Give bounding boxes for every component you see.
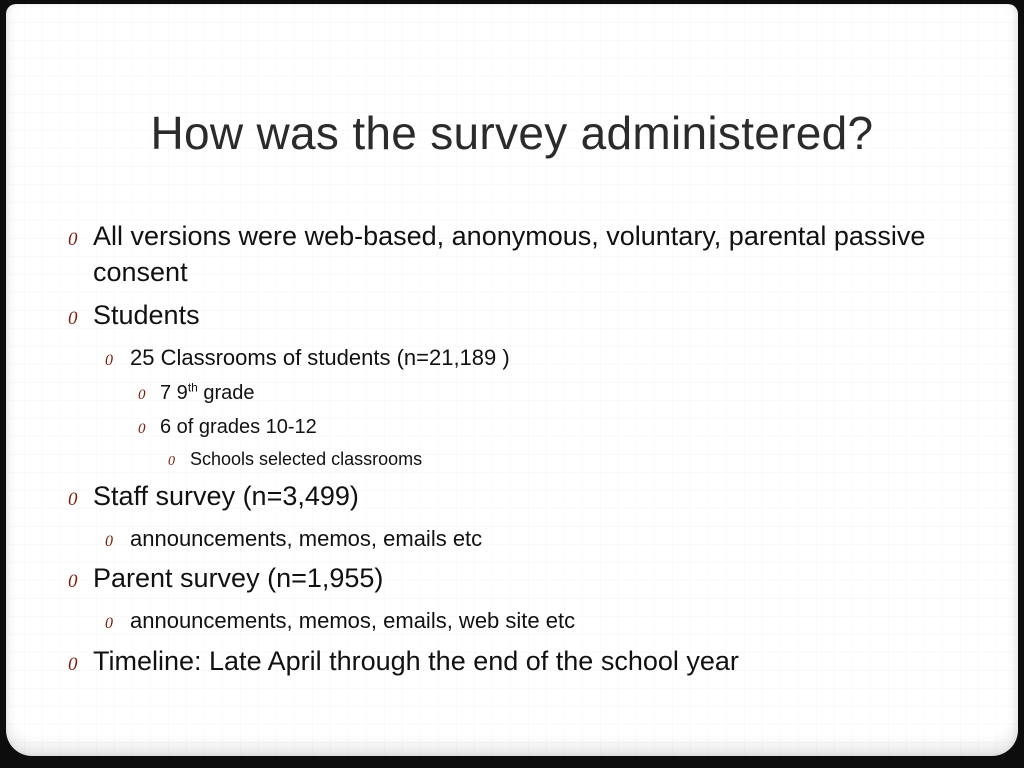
bullet-text: Timeline: Late April through the end of the school year bbox=[93, 646, 739, 676]
bullet-marker-icon: 0 bbox=[68, 489, 78, 510]
bullet-marker-icon: 0 bbox=[105, 615, 113, 632]
bullet-marker-icon: 0 bbox=[68, 229, 78, 250]
bullet-ninth-grade bbox=[138, 382, 255, 405]
ordinal-suffix: th bbox=[187, 380, 198, 395]
bullet-timeline bbox=[68, 646, 739, 677]
bullet-text: 6 of grades 10-12 bbox=[160, 416, 317, 438]
bullet-staff-channels bbox=[105, 526, 482, 552]
bullet-marker-icon: 0 bbox=[68, 654, 78, 675]
bullet-text: 25 Classrooms of students (n=21,189 ) bbox=[130, 345, 510, 370]
bullet-list bbox=[6, 4, 1018, 756]
bullet-marker-icon: 0 bbox=[138, 387, 146, 403]
bullet-staff bbox=[68, 481, 359, 512]
bullet-text: Students bbox=[93, 300, 200, 330]
bullet-marker-icon: 0 bbox=[105, 533, 113, 550]
bullet-marker-icon: 0 bbox=[68, 308, 78, 329]
bullet-marker-icon: 0 bbox=[68, 571, 78, 592]
bullet-marker-icon: 0 bbox=[168, 454, 175, 469]
ninth-grade-count: 7 9 bbox=[160, 382, 188, 404]
bullet-text: Schools selected classrooms bbox=[190, 449, 423, 469]
bullet-grades-10-12 bbox=[138, 416, 317, 439]
bullet-text: All versions were web-based, anonymous, voluntary, parental passive consent bbox=[93, 221, 926, 287]
bullet-text: announcements, memos, emails, web site etc bbox=[130, 608, 576, 633]
bullet-consent bbox=[68, 218, 953, 290]
bullet-students bbox=[68, 300, 200, 331]
bullet-marker-icon: 0 bbox=[138, 421, 146, 437]
ninth-grade-label: grade bbox=[197, 382, 255, 404]
slide bbox=[6, 4, 1018, 756]
bullet-classrooms bbox=[105, 345, 510, 371]
bullet-text: announcements, memos, emails etc bbox=[130, 526, 483, 551]
bullet-marker-icon: 0 bbox=[105, 352, 113, 369]
bullet-parent-channels bbox=[105, 608, 575, 634]
bullet-text bbox=[160, 382, 255, 405]
bullet-text: Parent survey (n=1,955) bbox=[93, 563, 384, 593]
bullet-schools-selected bbox=[168, 449, 422, 470]
slide-title: How was the survey administered? bbox=[150, 107, 874, 159]
bullet-parent bbox=[68, 563, 383, 594]
bullet-text: Staff survey (n=3,499) bbox=[93, 481, 359, 511]
